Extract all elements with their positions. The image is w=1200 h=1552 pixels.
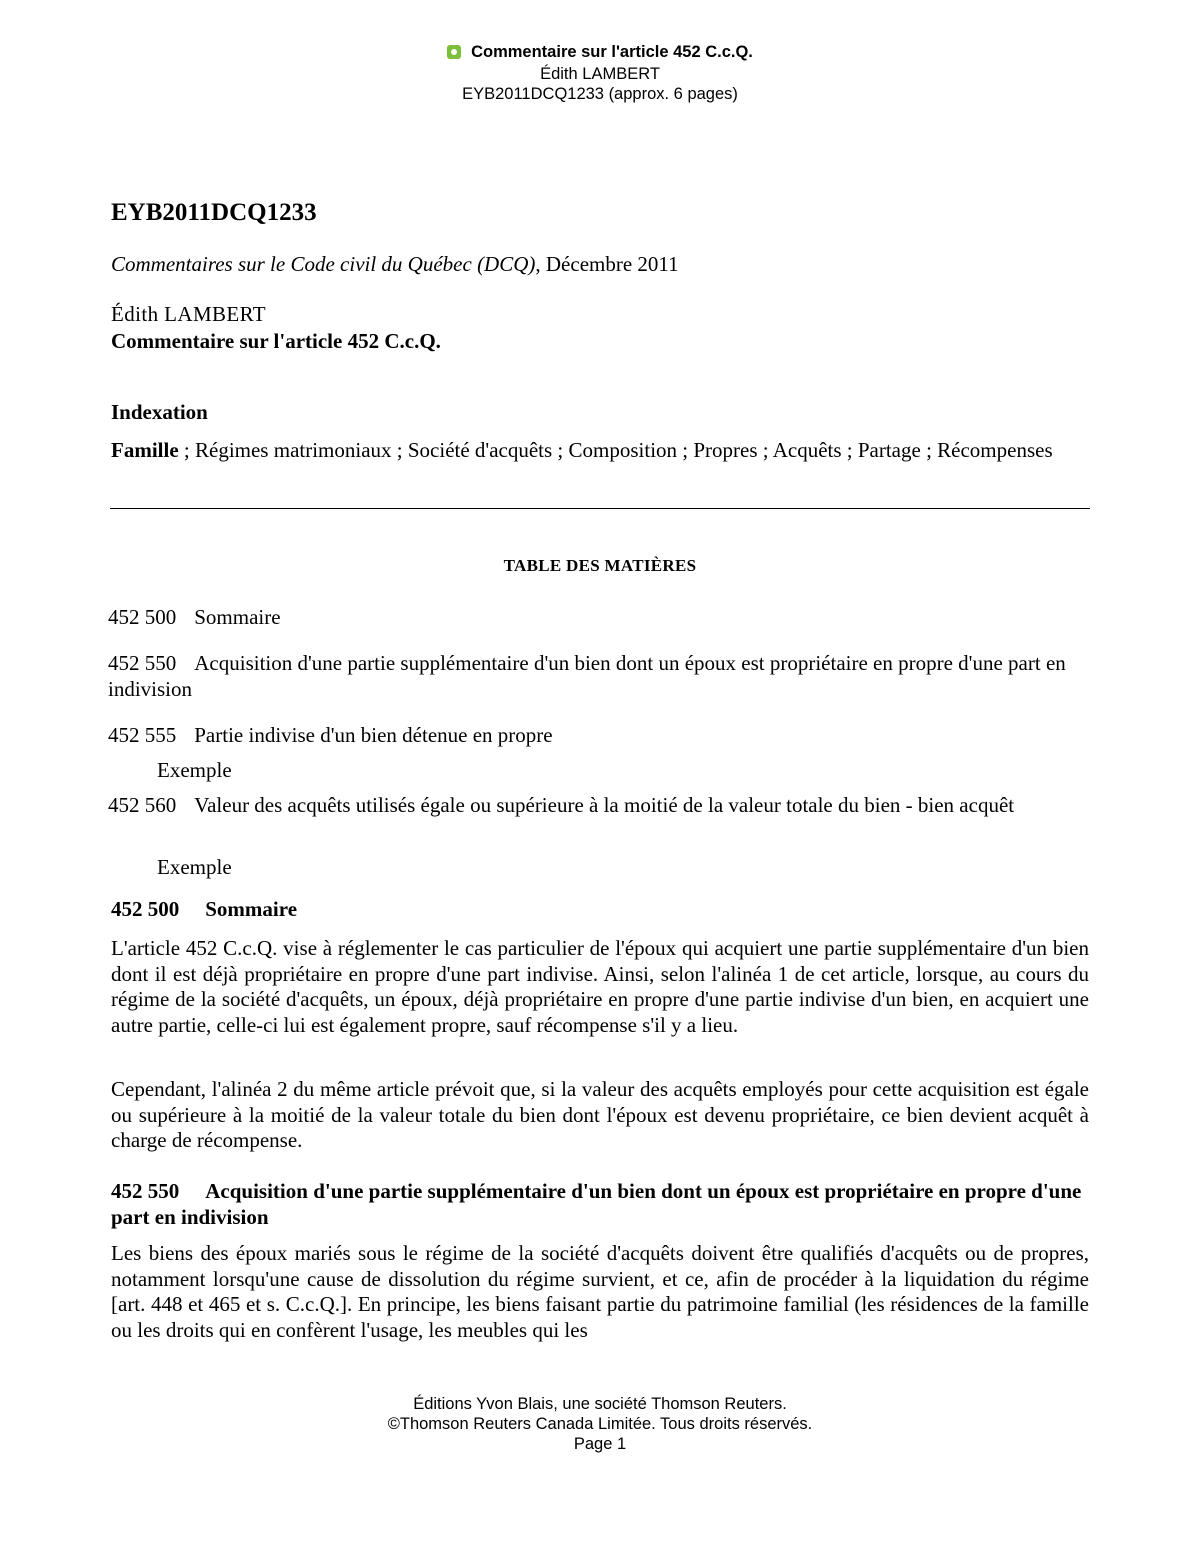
toc-item-number: 452 560 (108, 793, 177, 817)
section-number: 452 550 (111, 1179, 180, 1203)
toc-item[interactable] (108, 651, 1068, 702)
section-number: 452 500 (111, 897, 180, 921)
toc-item-label: Valeur des acquêts utilisés égale ou supérieure à la moitié de la valeur totale du bien - bien acquêt (194, 793, 1015, 817)
header-reference: EYB2011DCQ1233 (approx. 6 pages) (462, 85, 738, 103)
toc-item-number: 452 550 (108, 651, 177, 675)
header-title-line (447, 42, 753, 62)
document-author: Édith LAMBERT (111, 302, 267, 326)
toc-item-label: Sommaire (194, 605, 281, 629)
toc-item[interactable] (108, 723, 1068, 749)
footer-publisher: Éditions Yvon Blais, une société Thomson Reuters. (413, 1395, 787, 1413)
source-line (111, 252, 679, 277)
toc-subitem[interactable] (157, 855, 1117, 881)
paragraph: Cependant, l'alinéa 2 du même article prévoit que, si la valeur des acquêts employés pour cette acquisition est égale ou supérieure à la moitié de la valeur totale du bien dont l'époux est devenu propriétaire, ce bien devient acquêt à charge de récompense. (111, 1077, 1089, 1152)
toc-item-number: 452 500 (108, 605, 177, 629)
indexation-terms (111, 438, 1089, 464)
page-footer (0, 1394, 1200, 1454)
indexation-heading: Indexation (111, 400, 208, 424)
source-title: Commentaires sur le Code civil du Québec (DCQ) (111, 252, 536, 276)
indexation-other-terms: ; Régimes matrimoniaux ; Société d'acquêts ; Composition ; Propres ; Acquêts ; Partage ; Récompenses (178, 438, 1053, 462)
source-date: , Décembre 2011 (535, 252, 679, 276)
footer-copyright: ©Thomson Reuters Canada Limitée. Tous droits réservés. (387, 1415, 813, 1433)
toc-item-label: Partie indivise d'un bien détenue en propre (194, 723, 553, 747)
section-title: Acquisition d'une partie supplémentaire d'un bien dont un époux est propriétaire en propre d'une part en indivision (111, 1179, 1082, 1229)
toc-item[interactable] (108, 793, 1068, 819)
header-author: Édith LAMBERT (540, 65, 660, 83)
toc-subitem[interactable] (157, 758, 1117, 784)
toc-item-label: Exemple (157, 855, 232, 879)
header-title: Commentaire sur l'article 452 C.c.Q. (471, 43, 753, 61)
toc-item[interactable] (108, 605, 1068, 631)
section-heading (111, 897, 1089, 923)
paragraph: Les biens des époux mariés sous le régime de la société d'acquêts doivent être qualifiés d'acquêts ou de propres, notamment lorsqu'une cause de dissolution du régime survient, et ce, afin de procéder à la liquidation du régime [art. 448 et 465 et s. C.c.Q.]. En principe, les biens faisant partie du patrimoine familial (les résidences de la famille ou les droits qui en confèrent l'usage, les meubles qui les (111, 1241, 1089, 1342)
toc-heading: TABLE DES MATIÈRES (503, 556, 697, 575)
document-id: EYB2011DCQ1233 (111, 199, 317, 226)
toc-item-label: Exemple (157, 758, 232, 782)
toc-item-number: 452 555 (108, 723, 177, 747)
running-header (0, 42, 1200, 104)
paragraph: L'article 452 C.c.Q. vise à réglementer le cas particulier de l'époux qui acquiert une partie supplémentaire d'un bien dont il est déjà propriétaire en propre d'une part indivise. Ainsi, selon l'alinéa 1 de cet article, lorsque, au cours du régime de la société d'acquêts, un époux, déjà propriétaire en propre d'une partie indivise d'un bien, en acquiert une autre partie, celle-ci lui est également propre, sauf récompense s'il y a lieu. (111, 936, 1089, 1037)
page-number: Page 1 (573, 1435, 627, 1453)
document-icon (447, 45, 461, 59)
toc-item-label: Acquisition d'une partie supplémentaire d'un bien dont un époux est propriétaire en propre d'une part en indivision (108, 651, 1066, 701)
section-heading (111, 1179, 1089, 1230)
indexation-first-term: Famille (111, 438, 179, 462)
article-title: Commentaire sur l'article 452 C.c.Q. (111, 329, 441, 353)
horizontal-divider (110, 508, 1090, 509)
section-title: Sommaire (205, 897, 298, 921)
